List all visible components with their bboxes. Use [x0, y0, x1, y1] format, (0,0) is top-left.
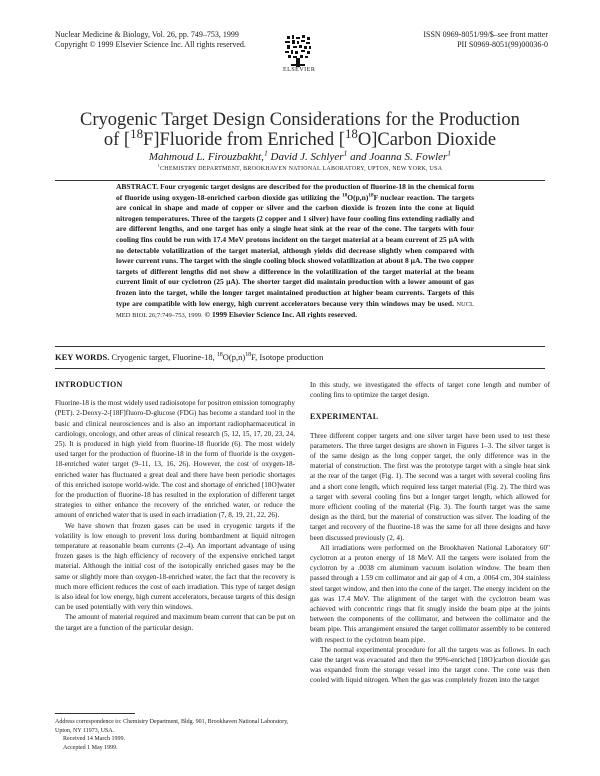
elsevier-tree-icon	[283, 31, 316, 73]
title-line-1: Cryogenic Target Design Considerations for the Production	[80, 110, 520, 130]
received-date: Received 14 March 1999.	[63, 736, 125, 742]
accepted-date: Accepted 1 May 1999.	[63, 744, 118, 751]
author-1: Mahmoud L. Firouzbakht,	[148, 151, 264, 163]
keywords-label: KEY WORDS.	[55, 352, 110, 362]
intro-paragraph-2: We have shown that frozen gases can be used in cryogenic targets if the volatility is low enough to prevent loss during bombardment at liquid nitrogen temperature at reasonable beam currents (2–4). An important advantage of using frozen gases is the high efficiency of recovery of the expensive enriched target material. Although the initial cost of the isotopically enriched gases may be the same or slightly more than oxygen-18-enriched water, the fact that the recovery is much more efficient reduces the cost of each irradiation. This type of target design is also ideal for low energy, high current accelerators, because targets of this design can be used potentially with very thin windows.	[55, 521, 295, 612]
experimental-paragraph-1: Three different copper targets and one silver target have been used to test these parameters. The three target designs are shown in Figures 1–3. The silver target is of the same design as the long copper target, the only difference was in the material of construction. The first was the prototype target with a single heat sink at the rear of the target (Fig. 1). The second was a target with several cooling fins and a short cone length, which required less target material (Fig. 2). The third was a target with several cooling fins but a longer target length, which allowed for more efficient cooling of the material (Fig. 3). The fourth target was the same design as the third, but the material of construction was silver. The loading of the target and recovery of the fluorine-18 was the same for all three designs and have been discussed previously (2, 4).	[310, 431, 550, 542]
publisher-logo-caption: ELSEVIER	[283, 67, 316, 73]
abstract-bottom-rule	[55, 346, 545, 347]
journal-header	[55, 30, 246, 50]
intro-heading: INTRODUCTION	[55, 380, 123, 389]
abstract: ABSTRACT. Four cryogenic target designs are described for the production of fluorine-18 in the chemical form of fluoride using oxygen-18-enriched carbon dioxide gas utilizing the $^{18}O(p,n)^{18}F$ nuclear reaction. The targets are conical in shape and made of copper or silver and the carbon dioxide is frozen into the cone at liquid nitrogen temperatures. Three of the targets (2 copper and 1 silver) have four cooling fins extending radially and are different lengths, and one target has only a single heat sink at the rear of the cone. The targets with four cooling fins could be run with 17.4 MeV protons incident on the target material at a beam current of 25 µA with no detectable volatilization of the target material, although yields did decrease slightly when compared with lower current runs. The target with the single cooling block showed volatilization at about 8 µA. The two copper targets of different lengths did not show a difference in the volatilization of the target material at the beam current limit of our cyclotron (25 µA). The shorter target did maintain production with a lower amount of gas frozen into the target, while the longer target maintained production at higher beam currents. Targets of this type are compatible with low energy, high current accelerators because very thin windows may be used. NUCL MED BIOL 26;7:749–753, 1999. © 1999 Elsevier Science Inc. All rights reserved.	[116, 182, 475, 320]
keywords-rule	[55, 368, 545, 369]
right-column	[310, 380, 550, 686]
intro-paragraph-3: The amount of material required and maximum beam current that can be put on the target are a function of the particular design.	[55, 613, 295, 632]
affiliation: $^1$CHEMISTRY DEPARTMENT, BROOKHAVEN NATIONAL LABORATORY, UPTON, NEW YORK, USA	[157, 163, 443, 172]
footnote-rule	[55, 713, 135, 714]
abstract-lead: ABSTRACT.	[116, 182, 159, 191]
left-column	[55, 380, 295, 633]
journal-copyright: Copyright © 1999 Elsevier Science Inc. All rights reserved.	[55, 40, 246, 49]
experimental-heading: EXPERIMENTAL	[310, 412, 379, 422]
experimental-paragraph-3: The normal experimental procedure for all the targets was as follows. In each case the target was evacuated and then the 99%-enriched [18O]carbon dioxide gas was expanded from the storage vessel into the target cone. The cone was then cooled with liquid nitrogen. When the gas was completely frozen into the target	[310, 645, 550, 685]
issn-header	[423, 30, 548, 50]
issn-line: ISSN 0969-8051/99/$–see front matter	[423, 30, 548, 39]
keywords: KEY WORDS. Cryogenic target, Fluorine-18, $^{18}O(p,n)^{18}F$, Isotope production	[55, 352, 324, 362]
footnote	[55, 718, 295, 752]
author-2: David J. Schlyer	[270, 151, 344, 163]
abstract-text-2: F nuclear reaction. The targets are conical in shape and made of copper or silver and the carbon dioxide is frozen into the cone at liquid nitrogen temperatures. Three of the targets (2 copper and 1 silver) have four cooling fins extending radially and are different lengths, and one target has only a single heat sink at the rear of the cone. The targets with four cooling fins could be run with 17.4 MeV protons incident on the target material at a beam current of 25 µA with no detectable volatilization of the target material, although yields did decrease slightly when compared with lower current runs. The target with the single cooling block showed volatilization at about 8 µA. The two copper targets of different lengths did not show a difference in the volatilization of the target material at the beam current limit of our cyclotron (25 µA). The shorter target did maintain production with a lower amount of gas frozen into the target, while the longer target maintained production at higher beam currents. Targets of this type are compatible with low energy, high current accelerators because very thin windows may be used.	[116, 192, 475, 308]
title-line-2: of [$^{18}$F]Fluoride from Enriched [$^{18}$O]Carbon Dioxide	[103, 125, 497, 150]
experimental-paragraph-2: All irradiations were performed on the Brookhaven National Laboratory 60" cyclotron at a proton energy of 18 MeV. All the targets were isolated from the cyclotron by a .0038 cm aluminum vacuum isolation window. The beam then passed through a 1.59 cm collimator and air gap of 4 cm, a .0064 cm, 304 stainless steel target window, and then into the cone of the target. The energy incident on the gas was 17.4 MeV. The alignment of the target with the cyclotron beam was achieved with concentric rings that fit snugly inside the beam pipe at the joints between the components of the collimator, and between the collimator and the beam pipe. This arrangement ensured the target collimator assembly to be centered with respect to the cyclotron beam pipe.	[310, 543, 550, 644]
abstract-citation: NUCL MED BIOL 26;7:749–753, 1999.	[116, 300, 475, 320]
abstract-copyright: © 1999 Elsevier Science Inc. All rights reserved.	[204, 310, 358, 320]
intro-paragraph-1: Fluorine-18 is the most widely used radioisotope for positron emission tomography (PET). 2-Deoxy-2-[18F]fluoro-D-glucose (FDG) has become a standard tool in the basic and clinical neurosciences and is also an important radiopharmaceutical in cardiology, oncology, and other areas of clinical research (5, 12, 15, 17, 20, 23, 24, 25). It is produced in high yield from fluorine-18 fluoride (6). The most widely used target for the production of fluorine-18 in the form of fluoride is the oxygen-18-enriched water target (9–11, 13, 16, 26). However, the cost of oxygen-18-enriched water has fluctuated a great deal and there have been periodic shortages of this enriched isotope world-wide. The cost and shortage of enriched [18O]water for the production of fluorine-18 has resulted in the exploration of different target strategies to either enhance the recovery of the enriched water, or reduce the amount of enriched water that is used in each irradiation (7, 8, 19, 21, 22, 26).	[55, 399, 295, 520]
article-title	[60, 110, 540, 150]
author-list: Mahmoud L. Firouzbakht,$^1$ David J. Schlyer$^1$ and Joanna S. Fowler$^1$	[148, 148, 452, 163]
author-3: and Joanna S. Fowler	[350, 151, 448, 163]
abstract-text-1: Four cryogenic target designs are described for the production of fluorine-18 in the chemical form of fluoride using oxygen-18-enriched carbon dioxide gas utilizing the	[116, 182, 475, 202]
abstract-top-rule	[55, 180, 545, 181]
journal-citation: Nuclear Medicine & Biology, Vol. 26, pp. 749–753, 1999	[55, 30, 239, 39]
pii-line: PII S0969-8051(99)00036-0	[457, 40, 548, 49]
correspondence-address: Address correspondence to: Chemistry Department, Bldg. 901, Brookhaven National Laboratory, Upton, NY 11973, USA.	[55, 719, 289, 734]
intro-continuation: In this study, we investigated the effects of target cone length and number of cooling fins to optimize the target design.	[310, 381, 550, 400]
